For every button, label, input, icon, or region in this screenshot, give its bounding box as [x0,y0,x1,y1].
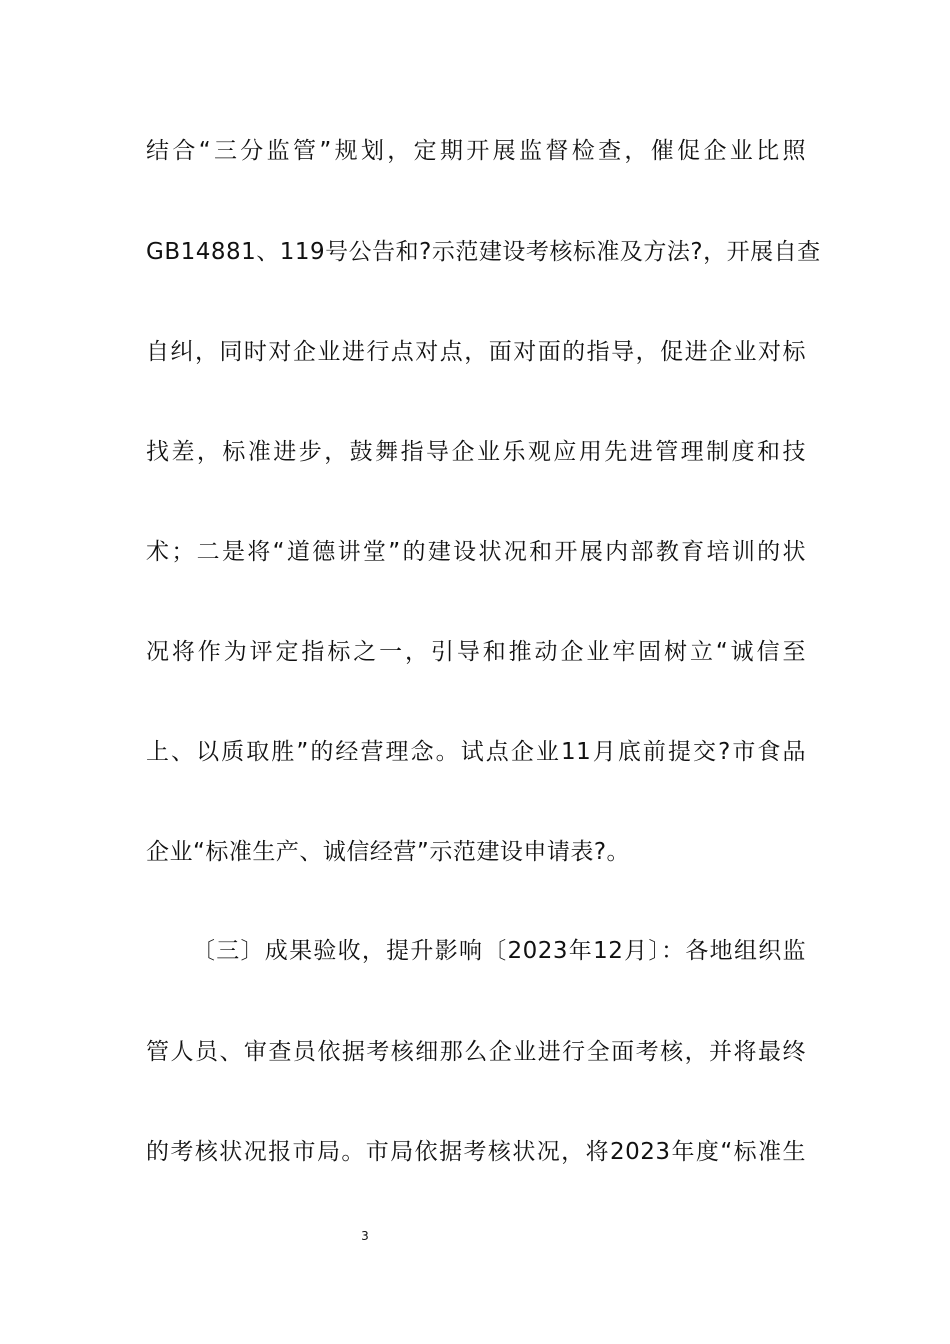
page-number: 3 [361,1229,369,1243]
body-text-line: 管人员、审查员依据考核细那么企业进行全面考核，并将最终 [146,1039,806,1065]
body-text-line: 找差，标准进步，鼓舞指导企业乐观应用先进管理制度和技 [146,439,806,465]
section-heading-line: 〔三〕成果验收，提升影响〔2023年12月〕：各地组织监 [192,938,806,964]
body-text-line-last: 企业“标准生产、诚信经营”示范建设申请表?。 [146,839,631,865]
body-text-line: 上、以质取胜”的经营理念。试点企业11月底前提交?市食品 [146,739,806,765]
body-text-line: 结合“三分监管”规划，定期开展监督检查，催促企业比照 [146,138,806,164]
body-text-line: 术；二是将“道德讲堂”的建设状况和开展内部教育培训的状 [146,539,806,565]
body-text-line: 的考核状况报市局。市局依据考核状况，将2023年度“标准生 [146,1139,806,1165]
body-text-line: 自纠，同时对企业进行点对点，面对面的指导，促进企业对标 [146,339,806,365]
body-text-line: 况将作为评定指标之一，引导和推动企业牢固树立“诚信至 [146,639,806,665]
body-text-line: GB14881、119号公告和?示范建设考核标准及方法?，开展自查 [146,239,821,265]
